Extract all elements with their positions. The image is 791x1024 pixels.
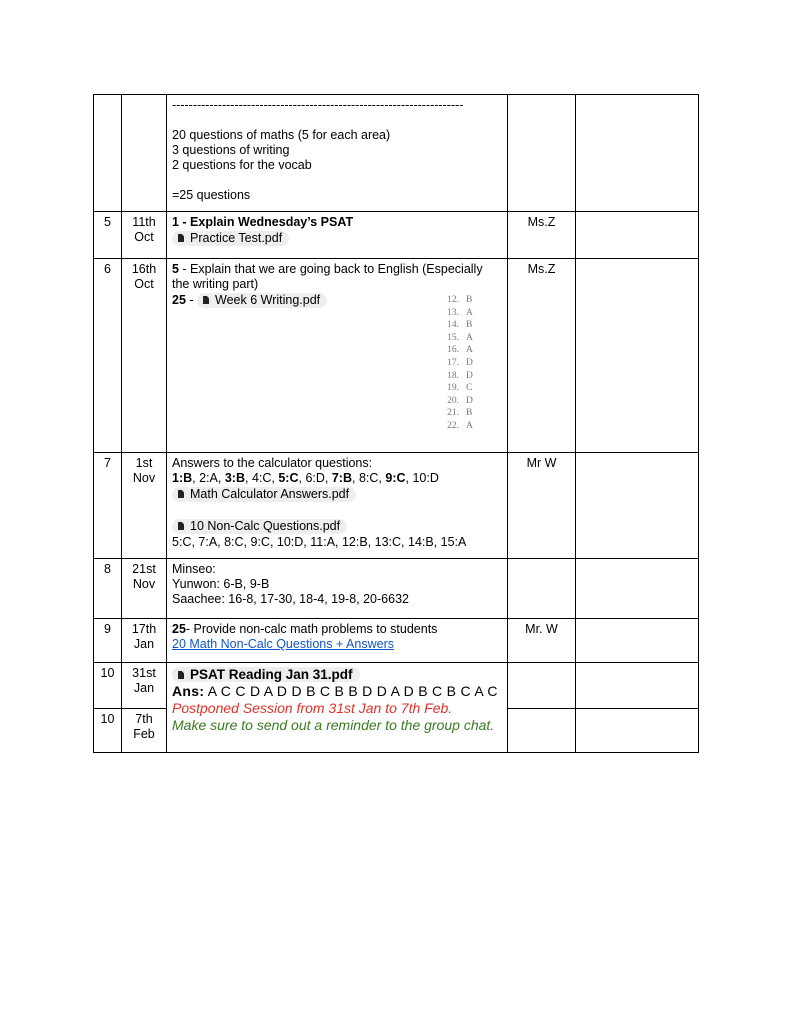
answer-key-item: 15. A (447, 332, 473, 343)
table-row (94, 95, 699, 212)
notes-cell (576, 663, 699, 709)
session-description: 5 - Explain that we are going back to English (Especially the writing part) (172, 262, 483, 291)
content-line: Minseo: (172, 562, 216, 576)
answer-key-item: 20. D (447, 395, 473, 406)
answer-key-item: 18. D (447, 370, 473, 381)
session-date-cell: 31st Jan (122, 663, 167, 709)
calc-answer: 8:C (358, 471, 379, 485)
session-content-cell[interactable] (167, 663, 508, 753)
content-line: 2 questions for the vocab (172, 158, 312, 172)
session-content-cell[interactable] (167, 95, 508, 212)
teacher-cell: Mr. W (508, 619, 576, 663)
notes-cell (576, 212, 699, 259)
calc-answer: 1:B (172, 471, 193, 485)
noncalc-link[interactable]: 20 Math Non-Calc Questions + Answers (172, 637, 394, 651)
session-date-cell: 17th Jan (122, 619, 167, 663)
dash-separator: ---------------------------------------------------------------------- (172, 98, 464, 112)
session-content-cell[interactable] (167, 212, 508, 259)
session-number-cell: 10 (94, 709, 122, 753)
notes-cell (576, 95, 699, 212)
answer-key-item: 22. A (447, 420, 473, 431)
file-icon (178, 490, 184, 498)
postponed-notice: Postponed Session from 31st Jan to 7th Feb. (172, 700, 453, 716)
table-row (94, 212, 699, 259)
notes-cell (576, 259, 699, 453)
calc-answer: 6:D (305, 471, 325, 485)
notes-cell (576, 709, 699, 753)
file-icon (178, 671, 184, 679)
answer-key-item: 16. A (447, 345, 473, 356)
file-line: 25 - Week 6 Writing.pdf (172, 292, 502, 309)
calc-answer: 7:B (331, 471, 353, 485)
session-date-cell: 7th Feb (122, 709, 167, 753)
calc-answer: 5:C (278, 471, 299, 485)
calc-answer: 2:A (199, 471, 218, 485)
calc-answers: 1:B, 2:A, 3:B, 4:C, 5:C, 6:D, 7:B, 8:C, 9:C, 10:D (172, 471, 439, 485)
file-icon (203, 296, 209, 304)
content-line: 20 questions of maths (5 for each area) (172, 128, 391, 142)
table-row (94, 559, 699, 619)
calc-intro: Answers to the calculator questions: (172, 456, 373, 470)
session-number-cell: 7 (94, 453, 122, 559)
table-row (94, 259, 699, 453)
session-content-cell[interactable] (167, 453, 508, 559)
answer-key-item: 12. B (447, 295, 473, 305)
content-line: Saachee: 16-8, 17-30, 18-4, 19-8, 20-6632 (172, 592, 409, 606)
answer-key-item: 13. A (447, 307, 473, 318)
table-row (94, 453, 699, 559)
session-number-cell: 8 (94, 559, 122, 619)
answer-key-image (441, 294, 473, 433)
session-date-cell: 1st Nov (122, 453, 167, 559)
table-row (94, 619, 699, 663)
calc-answer: 9:C (385, 471, 406, 485)
file-chip[interactable]: Practice Test.pdf (172, 231, 289, 246)
reminder-notice: Make sure to send out a reminder to the group chat. (172, 717, 495, 733)
answer-key-item: 21. B (447, 408, 473, 419)
teacher-cell: Ms.Z (508, 212, 576, 259)
session-date-cell: 16th Oct (122, 259, 167, 453)
session-title: 1 - Explain Wednesday’s PSAT (172, 215, 354, 229)
file-chip[interactable]: 10 Non-Calc Questions.pdf (172, 519, 347, 534)
notes-cell (576, 559, 699, 619)
content-line: 3 questions of writing (172, 143, 290, 157)
session-number-cell: 9 (94, 619, 122, 663)
session-date-cell: 11th Oct (122, 212, 167, 259)
notes-cell (576, 453, 699, 559)
teacher-cell: Ms.Z (508, 259, 576, 453)
answer-key-item: 19. C (447, 383, 473, 394)
calc-answer: 3:B (224, 471, 245, 485)
session-date-cell (122, 95, 167, 212)
file-icon (178, 234, 184, 242)
session-number-cell (94, 95, 122, 212)
calc-answer: 4:C (251, 471, 272, 485)
question-total: =25 questions (172, 188, 251, 202)
answer-key-item: 17. D (447, 357, 473, 368)
teacher-cell (508, 95, 576, 212)
calc-answer: 10:D (412, 471, 439, 485)
notes-cell (576, 619, 699, 663)
teacher-cell (508, 663, 576, 709)
noncalc-answers: 5:C, 7:A, 8:C, 9:C, 10:D, 11:A, 12:B, 13:C, 14:B, 15:A (172, 535, 467, 549)
session-description: 25- Provide non-calc math problems to students (172, 622, 438, 636)
file-chip[interactable]: Week 6 Writing.pdf (197, 293, 327, 308)
session-number-cell: 10 (94, 663, 122, 709)
session-content-cell[interactable] (167, 559, 508, 619)
session-number-cell: 5 (94, 212, 122, 259)
teacher-cell (508, 559, 576, 619)
teacher-cell: Mr W (508, 453, 576, 559)
teacher-cell (508, 709, 576, 753)
session-date-cell: 21st Nov (122, 559, 167, 619)
file-chip[interactable]: Math Calculator Answers.pdf (172, 487, 356, 502)
content-line: Yunwon: 6-B, 9-B (172, 577, 270, 591)
session-content-cell[interactable] (167, 619, 508, 663)
file-chip[interactable]: PSAT Reading Jan 31.pdf (172, 667, 360, 682)
file-icon (178, 522, 184, 530)
answer-key-item: 14. B (447, 320, 473, 331)
table-row (94, 663, 699, 709)
session-number-cell: 6 (94, 259, 122, 453)
schedule-table (93, 94, 699, 753)
reading-answers: Ans: A C C D A D D B C B B D D A D B C B C A C (172, 683, 498, 699)
